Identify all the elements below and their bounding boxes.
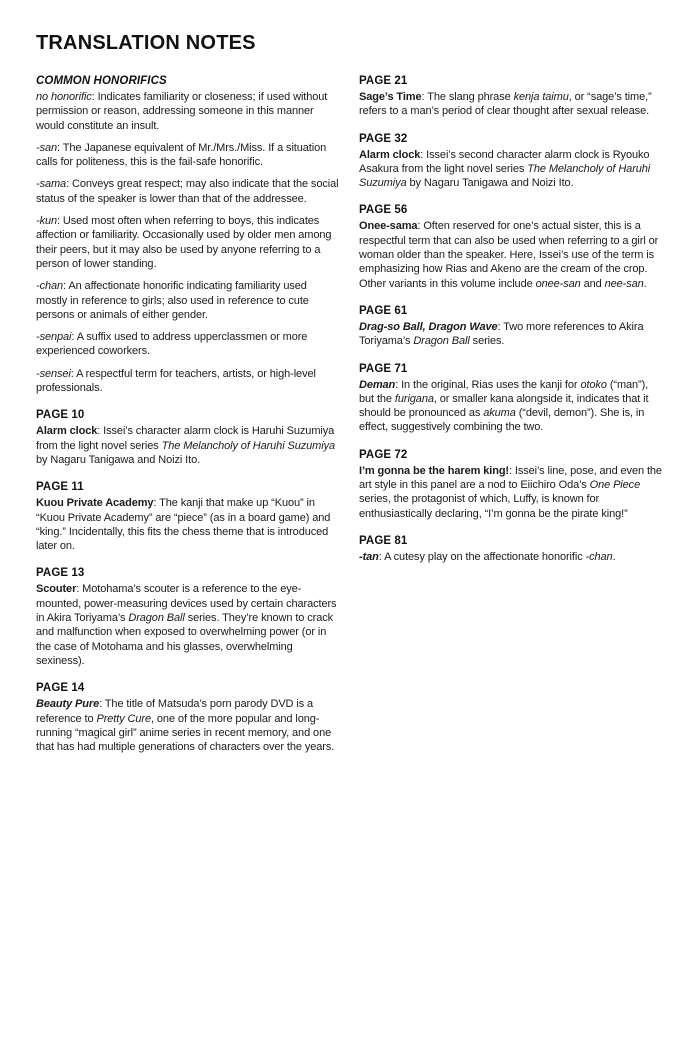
note-text-segment: series. They’re known to crack and malfunction when exposed to overwhelming power (or in the case of Motohama and his glasses, overwhelming sexiness).	[36, 612, 334, 667]
note-text-segment: onee-san	[535, 277, 581, 290]
note-paragraph	[36, 697, 339, 754]
section-heading: PAGE 10	[36, 409, 85, 422]
note-text-segment: : Often reserved for one’s actual sister, this is a respectful term that can also be used when referring to a girl or woman older than the speaker. Here, Issei’s use of the term is emphasizing how Rias and Akeno are the cream of the crop. Other variants in this volume include	[359, 220, 659, 290]
note-paragraph	[36, 214, 339, 271]
note-text-segment: : Issei’s second character alarm clock is Ryouko Asakura from the light novel series	[359, 148, 650, 175]
section-heading: COMMON HONORIFICS	[36, 75, 167, 87]
note-section	[36, 409, 339, 467]
note-text-segment: , one of the more popular and long-running “magical girl” anime series in recent memory, and one that has had multiple generations of characters over the years.	[36, 712, 335, 754]
notes-columns	[36, 75, 662, 762]
note-text-segment: -sensei	[36, 367, 71, 380]
note-paragraph	[36, 279, 339, 322]
note-text-segment: series.	[469, 335, 505, 348]
note-section	[36, 682, 339, 754]
note-text-segment: : Used most often when referring to boys, this indicates affection or familiarity. Occasionally used by older men among their peers, but it may also be used by anyone referring to a person of lower standing.	[36, 215, 332, 270]
note-text-segment: I’m gonna be the harem king!	[359, 464, 509, 477]
note-text-segment: Deman	[359, 378, 396, 391]
note-text-segment: .	[643, 277, 647, 290]
note-text-segment: -san	[36, 141, 57, 154]
note-text-segment: Onee-sama	[359, 220, 418, 233]
note-text-segment: : Issei’s line, pose, and even the art style in this panel are a nod to Eiichiro Oda’s	[359, 464, 662, 492]
section-heading: PAGE 81	[359, 534, 408, 547]
note-text-segment: : In the original, Rias uses the kanji for	[395, 378, 581, 391]
note-text-segment: One Piece	[589, 479, 641, 492]
note-text-segment: kenja taimu	[513, 91, 569, 103]
note-text-segment: Sage’s Time	[359, 91, 422, 103]
note-section	[359, 133, 662, 191]
note-text-segment: The Melancholy of Haruhi Suzumiya	[359, 162, 651, 190]
note-paragraph	[36, 424, 339, 467]
note-paragraph	[36, 90, 339, 133]
section-heading: PAGE 61	[359, 304, 408, 317]
note-paragraph	[359, 320, 662, 349]
page-title: TRANSLATION NOTES	[36, 32, 256, 54]
note-text-segment: series, the protagonist of which, Luffy, is known for enthusiastically declaring, “I’m gonna be the pirate king!”	[359, 493, 628, 520]
section-heading: PAGE 72	[359, 448, 408, 461]
note-text-segment: Beauty Pure	[36, 698, 100, 711]
note-text-segment: : Motohama’s scouter is a reference to the eye-mounted, power-measuring devices used by certain characters in Akira Toriyama’s	[36, 583, 337, 625]
note-text-segment: : A suffix used to address upperclassmen or more experienced coworkers.	[36, 331, 308, 358]
note-section	[359, 204, 662, 290]
note-text-segment: , or smaller kana alongside it, indicates that it should be pronounced as	[359, 392, 649, 420]
note-paragraph	[359, 148, 662, 191]
note-text-segment: , or “sage’s time,” refers to a man’s period of clear thought after sexual release.	[359, 91, 652, 118]
note-paragraph	[36, 582, 339, 668]
section-heading: PAGE 13	[36, 567, 85, 580]
note-text-segment: .	[612, 550, 616, 563]
section-heading: PAGE 14	[36, 682, 85, 695]
note-paragraph	[359, 90, 662, 119]
note-text-segment: : Two more references to Akira Toriyama’s	[359, 320, 644, 348]
note-text-segment: : A cutesy play on the affectionate honorific	[378, 550, 586, 563]
note-paragraph	[36, 141, 339, 170]
note-paragraph	[36, 177, 339, 206]
note-text-segment: Pretty Cure	[96, 712, 151, 725]
note-text-segment: -tan	[359, 550, 379, 563]
note-text-segment: : The Japanese equivalent of Mr./Mrs./Miss. If a situation calls for politeness, this is the fail-safe honorific.	[36, 141, 327, 169]
note-text-segment: -senpai	[36, 331, 72, 344]
section-heading: PAGE 21	[359, 75, 408, 87]
note-paragraph	[36, 367, 339, 396]
section-heading: PAGE 56	[359, 204, 408, 217]
section-heading: PAGE 32	[359, 132, 408, 145]
note-paragraph	[36, 330, 339, 359]
note-text-segment: Scouter	[36, 583, 77, 596]
note-text-segment: by Nagaru Tanigawa and Noizi Ito.	[406, 177, 574, 190]
note-section	[36, 75, 339, 395]
note-paragraph	[359, 219, 662, 290]
note-text-segment: (“man”), but the	[359, 378, 649, 405]
note-text-segment: : The slang phrase	[421, 91, 514, 103]
note-text-segment: -chan	[36, 280, 64, 293]
note-section	[36, 481, 339, 553]
note-paragraph	[359, 378, 662, 435]
note-text-segment: : A respectful term for teachers, artists, or high-level professionals.	[36, 367, 316, 395]
note-text-segment: : The kanji that make up “Kuou” in “Kuou Private Academy” are “piece” (as in a board game) and “king.” Incidentally, this fits the chess theme that is introduced later on.	[36, 497, 331, 553]
note-section	[359, 363, 662, 435]
note-text-segment: : The title of Matsuda’s porn parody DVD is a reference to	[36, 698, 314, 725]
note-text-segment: -sama	[36, 178, 67, 191]
note-text-segment: Kuou Private Academy	[36, 497, 154, 510]
note-section	[359, 75, 662, 119]
note-section	[359, 305, 662, 349]
note-text-segment: : Conveys great respect; may also indicate that the social status of the speaker is lower than that of the addressee.	[36, 178, 339, 205]
note-paragraph	[36, 496, 339, 553]
notes-column	[359, 75, 662, 572]
note-text-segment: -chan	[585, 550, 613, 563]
note-text-segment: Dragon Ball	[128, 612, 185, 625]
note-text-segment: Dragon Ball	[413, 335, 470, 348]
note-text-segment: -kun	[36, 215, 57, 228]
note-paragraph	[359, 550, 662, 564]
note-text-segment: The Melancholy of Haruhi Suzumiya	[161, 439, 335, 452]
note-text-segment: Alarm clock	[36, 425, 98, 438]
note-section	[36, 567, 339, 668]
section-heading: PAGE 71	[359, 362, 408, 375]
note-text-segment: Drag-so Ball, Dragon Wave	[359, 320, 498, 333]
note-text-segment: otoko	[580, 378, 607, 391]
note-text-segment: : An affectionate honorific indicating familiarity used mostly in reference to girls; also used in reference to cute persons or animals of either gender.	[36, 280, 309, 321]
note-text-segment: : Issei’s character alarm clock is Haruhi Suzumiya from the light novel series	[36, 425, 335, 452]
note-text-segment: furigana	[394, 392, 434, 405]
note-text-segment: nee-san	[604, 277, 644, 290]
notes-column	[36, 75, 339, 762]
note-text-segment: no honorific	[36, 91, 92, 103]
note-text-segment: Alarm clock	[359, 148, 421, 161]
note-section	[359, 535, 662, 564]
note-text-segment: (“devil, demon”). She is, in effect, suggestively combining the two.	[359, 407, 645, 434]
note-text-segment: akuma	[483, 407, 516, 420]
note-text-segment: and	[580, 277, 605, 290]
note-text-segment: : Indicates familiarity or closeness; if used without permission or reason, addressing someone in this manner would constitute an insult.	[36, 91, 328, 132]
note-section	[359, 449, 662, 521]
note-paragraph	[359, 464, 662, 521]
section-heading: PAGE 11	[36, 481, 84, 494]
note-text-segment: by Nagaru Tanigawa and Noizi Ito.	[36, 453, 201, 466]
